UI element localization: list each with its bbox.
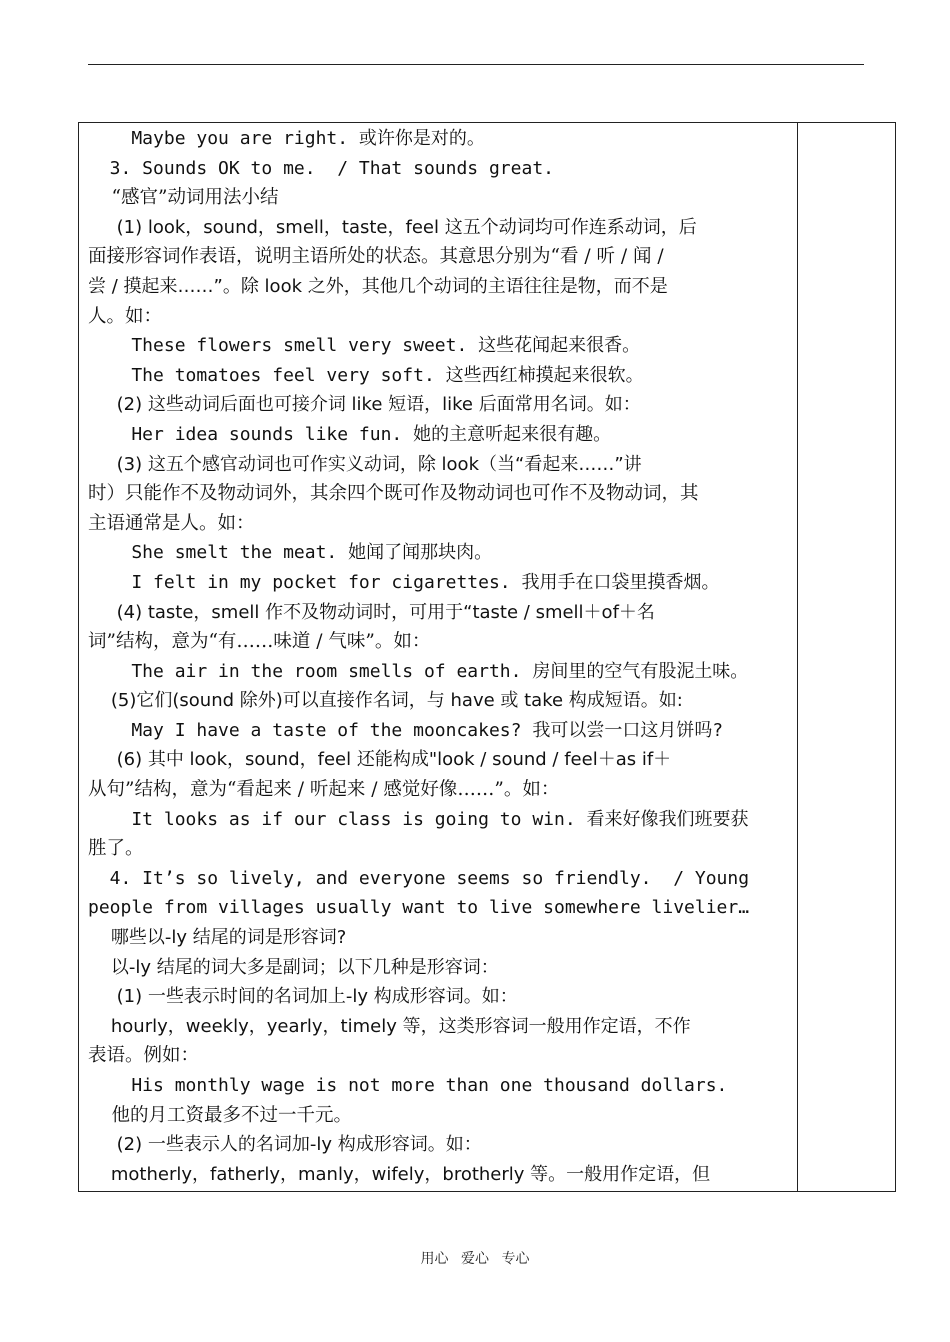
example-line: The tomatoes feel very soft. 这些西红柿摸起来很软。 bbox=[88, 364, 644, 386]
text-line: 词”结构，意为“有……味道 / 气味”。如： bbox=[88, 631, 431, 653]
text-line: 以-ly 结尾的词大多是副词；以下几种是形容词： bbox=[88, 956, 499, 978]
text-line: 4. It’s so lively, and everyone seems so friendly. / Young bbox=[88, 867, 750, 889]
page-footer: 用心 爱心 专心 bbox=[420, 1251, 530, 1267]
example-line: The air in the room smells of earth. 房间里的空气有股泥土味。 bbox=[88, 660, 749, 682]
text-line: (6) 其中 look，sound，feel 还能构成"look / sound / feel＋as if＋ bbox=[88, 749, 672, 771]
text-line: (1) look，sound，smell，taste，feel 这五个动词均可作连系动词，后 bbox=[88, 216, 697, 238]
header-rule bbox=[88, 64, 864, 65]
text-line: (1) 一些表示时间的名词加上-ly 构成形容词。如： bbox=[88, 986, 518, 1008]
example-line: Her idea sounds like fun. 她的主意听起来很有趣。 bbox=[88, 423, 612, 445]
section-heading: “感官”动词用法小结 bbox=[88, 187, 279, 209]
text-line: 尝 / 摸起来……”。除 look 之外，其他几个动词的主语往往是物，而不是 bbox=[88, 275, 668, 297]
example-line: She smelt the meat. 她闻了闻那块肉。 bbox=[88, 542, 493, 564]
text-line: (3) 这五个感官动词也可作实义动词，除 look（当“看起来……”讲 bbox=[88, 453, 642, 475]
example-line: It looks as if our class is going to win. 看来好像我们班要获 bbox=[88, 808, 749, 830]
example-line: 他的月工资最多不过一千元。 bbox=[88, 1104, 353, 1126]
table-column-divider bbox=[797, 122, 798, 1192]
document-body bbox=[88, 124, 790, 1189]
text-line: 面接形容词作表语，说明主语所处的状态。其意思分别为“看 / 听 / 闻 / bbox=[88, 246, 664, 268]
example-line: I felt in my pocket for cigarettes. 我用手在口袋里摸香烟。 bbox=[88, 571, 720, 593]
text-line: (2) 这些动词后面也可接介词 like 短语，like 后面常用名词。如： bbox=[88, 394, 641, 416]
example-line: His monthly wage is not more than one thousand dollars. bbox=[88, 1075, 728, 1096]
text-line: 3. Sounds OK to me. / That sounds great. bbox=[88, 157, 554, 179]
example-line: May I have a taste of the mooncakes? 我可以尝一口这月饼吗? bbox=[88, 719, 724, 741]
text-line: 时）只能作不及物动词外，其余四个既可作及物动词也可作不及物动词，其 bbox=[88, 483, 699, 505]
section-heading: 哪些以-ly 结尾的词是形容词? bbox=[88, 927, 347, 949]
text-line: 主语通常是人。如： bbox=[88, 512, 255, 534]
text-line: Maybe you are right. 或许你是对的。 bbox=[88, 128, 485, 149]
text-line: (4) taste，smell 作不及物动词时，可用于“taste / smell＋of＋名 bbox=[88, 601, 655, 623]
text-line: 表语。例如： bbox=[88, 1045, 200, 1067]
text-line: (5)它们(sound 除外)可以直接作名词，与 have 或 take 构成短语。如: bbox=[88, 690, 683, 712]
text-line: 人。如： bbox=[88, 305, 163, 327]
example-line: These flowers smell very sweet. 这些花闻起来很香。 bbox=[88, 335, 641, 357]
text-line: people from villages usually want to live somewhere livelier… bbox=[88, 897, 750, 919]
text-line: 胜了。 bbox=[88, 838, 144, 860]
text-line: motherly，fatherly，manly，wifely，brotherly 等。一般用作定语，但 bbox=[88, 1163, 711, 1185]
text-line: 从句”结构，意为“看起来 / 听起来 / 感觉好像……”。如： bbox=[88, 779, 560, 801]
text-line: (2) 一些表示人的名词加-ly 构成形容词。如： bbox=[88, 1134, 482, 1156]
text-line: hourly，weekly，yearly，timely 等，这类形容词一般用作定语，不作 bbox=[88, 1015, 691, 1037]
